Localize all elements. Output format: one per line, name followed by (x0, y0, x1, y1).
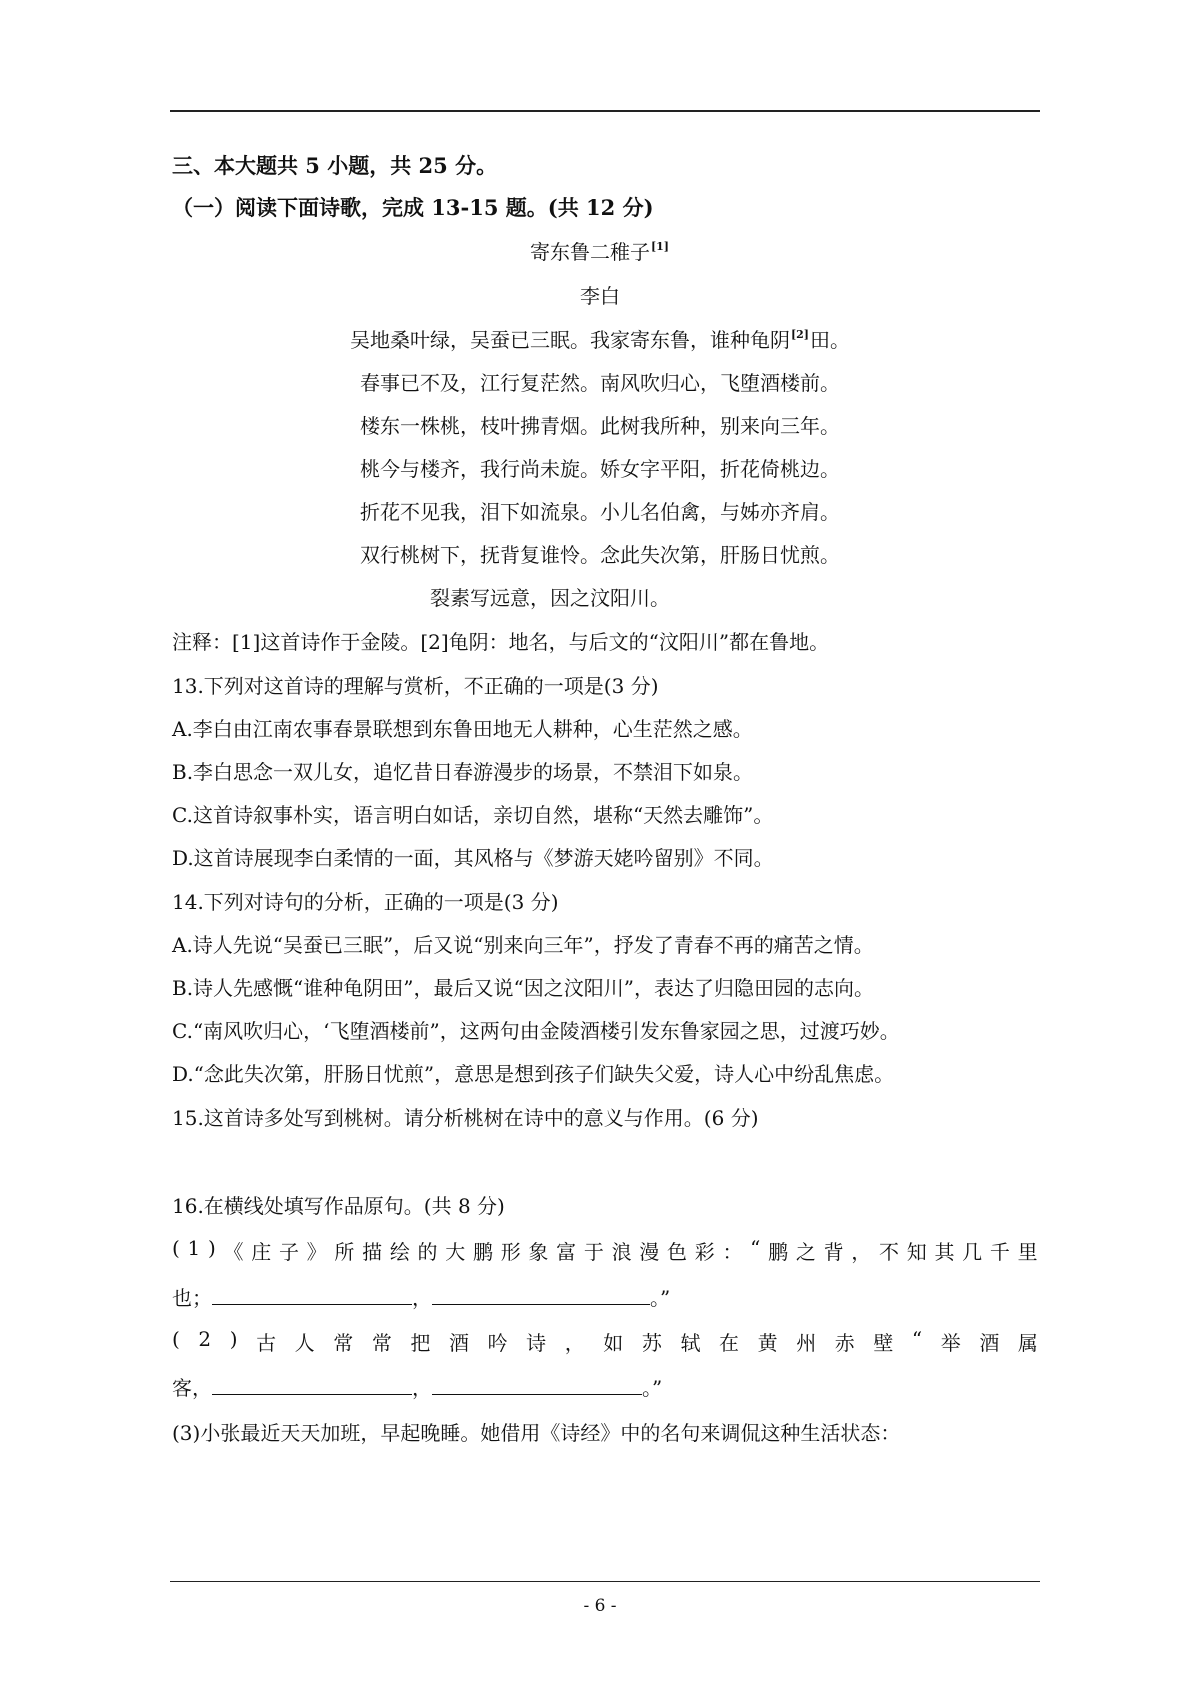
glyph: ： (722, 1240, 743, 1264)
header-rule (170, 110, 1040, 112)
glyph: 壁 (873, 1331, 894, 1355)
q16-part2-blank-2[interactable] (432, 1376, 642, 1395)
glyph: 如 (603, 1331, 624, 1355)
annotation: 注释：[1]这首诗作于金陵。[2]龟阴：地名，与后文的“汶阳川”都在鲁地。 (172, 630, 830, 654)
poem-author: 李白 (580, 284, 620, 308)
glyph: 千 (989, 1240, 1010, 1264)
poem-title (0, 236, 1200, 265)
q13-option-a: A.李白由江南农事春景联想到东鲁田地无人耕种，心生茫然之感。 (172, 717, 753, 741)
glyph: 的 (417, 1240, 438, 1264)
glyph: ， (851, 1240, 872, 1264)
poem-line: 楼东一株桃，枝叶拂青烟。此树我所种，别来向三年。 (360, 414, 840, 438)
q13-option-d: D.这首诗展现李白柔情的一面，其风格与《梦游天姥吟留别》不同。 (172, 846, 774, 870)
q16-part1-blank-2[interactable] (432, 1286, 650, 1305)
glyph: 州 (796, 1331, 817, 1355)
glyph: 象 (528, 1240, 549, 1264)
glyph: 形 (500, 1240, 521, 1264)
glyph: 于 (583, 1240, 604, 1264)
glyph: 古 (256, 1331, 277, 1355)
glyph: 常 (333, 1331, 354, 1355)
q16-part1-line1 (172, 1236, 1038, 1265)
glyph: 不 (879, 1240, 899, 1264)
q13-option-b: B.李白思念一双儿女，追忆昔日春游漫步的场景，不禁泪下如泉。 (172, 760, 754, 784)
glyph: 鹏 (768, 1240, 789, 1264)
poem-line: 折花不见我，泪下如流泉。小儿名伯禽，与姊亦齐肩。 (360, 500, 840, 524)
q16-part1-blank-1[interactable] (212, 1286, 412, 1305)
poem-line-note: [2] (790, 328, 810, 341)
glyph: 举 (940, 1331, 961, 1355)
glyph: 子 (278, 1240, 299, 1264)
q13-option-c: C.这首诗叙事朴实，语言明白如话，亲切自然，堪称“天然去雕饰”。 (172, 803, 774, 827)
glyph: 其 (934, 1240, 955, 1264)
q14-stem: 14.下列对诗句的分析，正确的一项是(3 分) (172, 890, 559, 914)
q14-option-b: B.诗人先感慨“谁种龟阴田”，最后又说“因之汶阳川”，表达了归隐田园的志向。 (172, 976, 874, 1000)
poem-line-tail: 田。 (810, 328, 851, 352)
q15-stem: 15.这首诗多处写到桃树。请分析桃树在诗中的意义与作用。(6 分) (172, 1106, 759, 1130)
glyph: 富 (556, 1240, 577, 1264)
glyph: 彩 (694, 1240, 715, 1264)
glyph: 在 (719, 1331, 740, 1355)
glyph: 酒 (448, 1331, 469, 1355)
poem-line: 桃今与楼齐，我行尚未旋。娇女字平阳，折花倚桃边。 (360, 457, 840, 481)
glyph: 1 (187, 1236, 201, 1260)
q16-part1-line2 (172, 1282, 670, 1311)
poem-title-text: 寄东鲁二稚子 (529, 240, 650, 264)
glyph: 把 (410, 1331, 431, 1355)
glyph: 描 (362, 1240, 383, 1264)
glyph: 吟 (487, 1331, 508, 1355)
q16-part1-start: 也； (172, 1286, 212, 1310)
glyph: 大 (445, 1240, 466, 1264)
poem-line-text: 吴地桑叶绿，吴蚕已三眠。我家寄东鲁，谁种龟阴 (349, 328, 790, 352)
q16-part1-sep: ， (412, 1286, 432, 1310)
poem-line: 裂素写远意，因之汶阳川。 (430, 586, 670, 610)
q16-part2-line2 (172, 1372, 662, 1401)
glyph: 色 (667, 1240, 688, 1264)
q14-option-d: D.“念此失次第，肝肠日忧煎”，意思是想到孩子们缺失父爱，诗人心中纷乱焦虑。 (172, 1062, 895, 1086)
glyph: 《 (223, 1240, 244, 1264)
glyph: 诗 (526, 1331, 547, 1355)
footer-rule (170, 1581, 1040, 1582)
glyph: ) (229, 1327, 238, 1351)
glyph: 知 (906, 1240, 927, 1264)
q16-part1-end: 。” (650, 1286, 671, 1310)
glyph: 黄 (757, 1331, 778, 1355)
glyph: 2 (198, 1327, 212, 1351)
glyph: 浪 (611, 1240, 632, 1264)
glyph: 绘 (389, 1240, 410, 1264)
glyph: 常 (371, 1331, 392, 1355)
glyph: 所 (334, 1240, 355, 1264)
q16-part2-sep: ， (412, 1376, 432, 1400)
glyph: 属 (1017, 1331, 1038, 1355)
poem-line: 双行桃树下，抚背复谁怜。念此失次第，肝肠日忧煎。 (360, 543, 840, 567)
glyph: 苏 (641, 1331, 662, 1355)
glyph: 里 (1017, 1240, 1038, 1264)
glyph: 庄 (251, 1240, 272, 1264)
glyph: 》 (306, 1240, 327, 1264)
q16-part2-blank-1[interactable] (212, 1376, 412, 1395)
q16-part2-line1 (172, 1327, 1038, 1356)
q16-part2-end: 。” (642, 1376, 663, 1400)
glyph: 轼 (680, 1331, 701, 1355)
poem-line: 春事已不及，江行复茫然。南风吹归心，飞堕酒楼前。 (360, 371, 840, 395)
glyph: 几 (962, 1240, 983, 1264)
poem-line (0, 324, 1200, 353)
glyph: 背 (823, 1240, 844, 1264)
q16-part2-start: 客， (172, 1376, 212, 1400)
glyph: 鹏 (472, 1240, 493, 1264)
glyph: ) (207, 1236, 216, 1260)
q16-stem: 16.在横线处填写作品原句。(共 8 分) (172, 1194, 505, 1218)
glyph: ， (564, 1331, 585, 1355)
glyph: “ (911, 1327, 923, 1351)
glyph: 人 (294, 1331, 315, 1355)
glyph: 酒 (979, 1331, 1000, 1355)
q14-option-c: C.“南风吹归心，‘飞堕酒楼前”，这两句由金陵酒楼引发东鲁家园之思，过渡巧妙。 (172, 1019, 900, 1043)
poem-title-note: [1] (650, 240, 670, 253)
glyph: 漫 (639, 1240, 660, 1264)
glyph: ( (172, 1327, 180, 1351)
glyph: 赤 (834, 1331, 855, 1355)
glyph: 之 (795, 1240, 816, 1264)
glyph: ( (172, 1236, 180, 1260)
q14-option-a: A.诗人先说“吴蚕已三眠”，后又说“别来向三年”，抒发了青春不再的痛苦之情。 (172, 933, 874, 957)
subsection-heading: （一）阅读下面诗歌，完成 13-15 题。(共 12 分) (172, 195, 654, 220)
section-heading: 三、本大题共 5 小题，共 25 分。 (172, 153, 498, 178)
page-number: - 6 - (583, 1596, 617, 1616)
q13-stem: 13.下列对这首诗的理解与赏析，不正确的一项是(3 分) (172, 674, 659, 698)
q16-part3-line1: (3)小张最近天天加班，早起晚睡。她借用《诗经》中的名句来调侃这种生活状态： (172, 1421, 901, 1445)
glyph: “ (750, 1236, 761, 1260)
